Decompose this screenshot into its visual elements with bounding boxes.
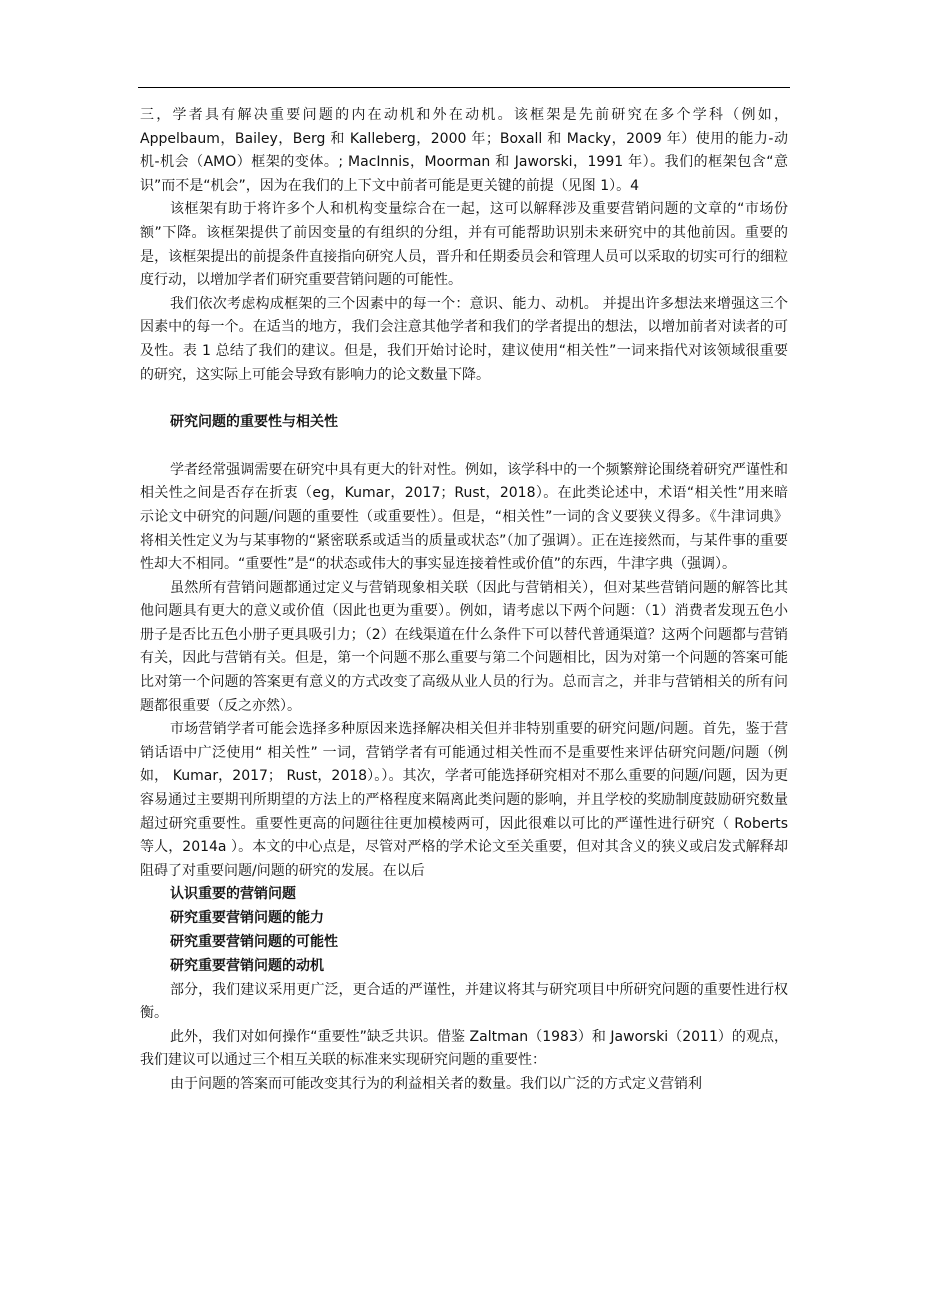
header-rule <box>138 87 790 88</box>
paragraph-continuation: 三，学者具有解决重要问题的内在动机和外在动机。该框架是先前研究在多个学科（例如，Appelbaum，Bailey，Berg 和 Kalleberg，2000 年；Boxall 和 Macky，2009 年）使用的能力-动机-机会（AMO）框架的变体。; MacInnis，Moorman 和 Jaworski，1991 年）。我们的框架包含“意识”而不是“机会”，因为在我们的上下文中前者可能是更关键的前提（见图 1）。4 <box>140 107 789 194</box>
outline-item: 认识重要的营销问题 <box>170 886 296 903</box>
paragraph-reasons: 市场营销学者可能会选择多种原因来选择解决相关但并非特别重要的研究问题/问题。首先，鉴于营销话语中广泛使用“ 相关性” 一词，营销学者有可能通过相关性而不是重要性来评估研究问题/问题（例如， Kumar，2017； Rust，2018）。）。其次，学者可能选择研究相对不那么重要的问题/问题，因为更容易通过主要期刊所期望的方法上的严格程度来隔离此类问题的影响，并且学校的奖励制度鼓励研究数量超过研究重要性。重要性更高的问题往往更加模棱两可，因此很难以可比的严谨性进行研究（ Roberts 等人，2014a ）。本文的中心点是，尽管对严格的学术论文至关重要，但对其含义的狭义或启发式解释却阻碍了对重要问题/问题的研究的发展。在以后 <box>140 721 788 879</box>
outline-item: 研究重要营销问题的可能性 <box>170 934 338 950</box>
paragraph-three-factors: 我们依次考虑构成框架的三个因素中的每一个：意识、能力、动机。 并提出许多想法来增强这三个因素中的每一个。在适当的地方，我们会注意其他学者和我们的学者提出的想法，以增加前者对读者的可及性。表 1 总结了我们的建议。但是，我们开始讨论时，建议使用“相关性”一词来指代对该领域很重要的研究，这实际上可能会导致有影响力的论文数量下降。 <box>140 295 788 383</box>
paragraph-stakeholders: 由于问题的答案而可能改变其行为的利益相关者的数量。我们以广泛的方式定义营销利 <box>170 1075 702 1092</box>
paragraph-relevance: 学者经常强调需要在研究中具有更大的针对性。例如，该学科中的一个频繁辩论围绕着研究严谨性和相关性之间是否存在折衷（eg，Kumar，2017；Rust，2018）。在此类论述中，术语“相关性”用来暗示论文中研究的问题/问题的重要性（或重要性）。但是，“相关性”一词的含义要狭义得多。《牛津词典》将相关性定义为与某事物的“紧密联系或适当的质量或状态”（加了强调）。正在连接然而，与某件事的重要性却大不相同。“重要性”是“的状态或伟大的事实显连接着性或价值”的东西，牛津字典（强调）。 <box>140 461 788 573</box>
outline-item: 研究重要营销问题的能力 <box>170 910 324 927</box>
paragraph-marketing-questions: 虽然所有营销问题都通过定义与营销现象相关联（因此与营销相关），但对某些营销问题的解答比其他问题具有更大的意义或价值（因此也更为重要）。例如，请考虑以下两个问题：（1）消费者发现五色小册子是否比五色小册子更具吸引力；（2）在线渠道在什么条件下可以替代普通渠道？这两个问题都与营销有关，因此与营销有关。但是，第一个问题不那么重要与第二个问题相比，因为对第一个问题的答案可能比对第一个问题的答案更有意义的方式改变了高级从业人员的行为。总而言之，并非与营销相关的所有问题都很重要（反之亦然）。 <box>140 579 788 714</box>
outline-item: 研究重要营销问题的动机 <box>170 957 324 974</box>
paragraph-importance-criteria: 此外，我们对如何操作“重要性”缺乏共识。借鉴 Zaltman（1983）和 Jaworski（2011）的观点，我们建议可以通过三个相互关联的标准来实现研究问题的重要性： <box>140 1028 788 1069</box>
document-body <box>140 104 788 1097</box>
paragraph-rigor: 部分，我们建议采用更广泛，更合适的严谨性，并建议将其与研究项目中所研究问题的重要性进行权衡。 <box>140 981 788 1022</box>
outline-list <box>140 883 788 978</box>
paragraph-framework: 该框架有助于将许多个人和机构变量综合在一起，这可以解释涉及重要营销问题的文章的“市场份额”下降。该框架提供了前因变量的有组织的分组，并有可能帮助识别未来研究中的其他前因。重要的是，该框架提出的前提条件直接指向研究人员，晋升和任期委员会和管理人员可以采取的切实可行的细粒度行动，以增加学者们研究重要营销问题的可能性。 <box>140 201 788 289</box>
section-heading: 研究问题的重要性与相关性 <box>170 414 338 431</box>
